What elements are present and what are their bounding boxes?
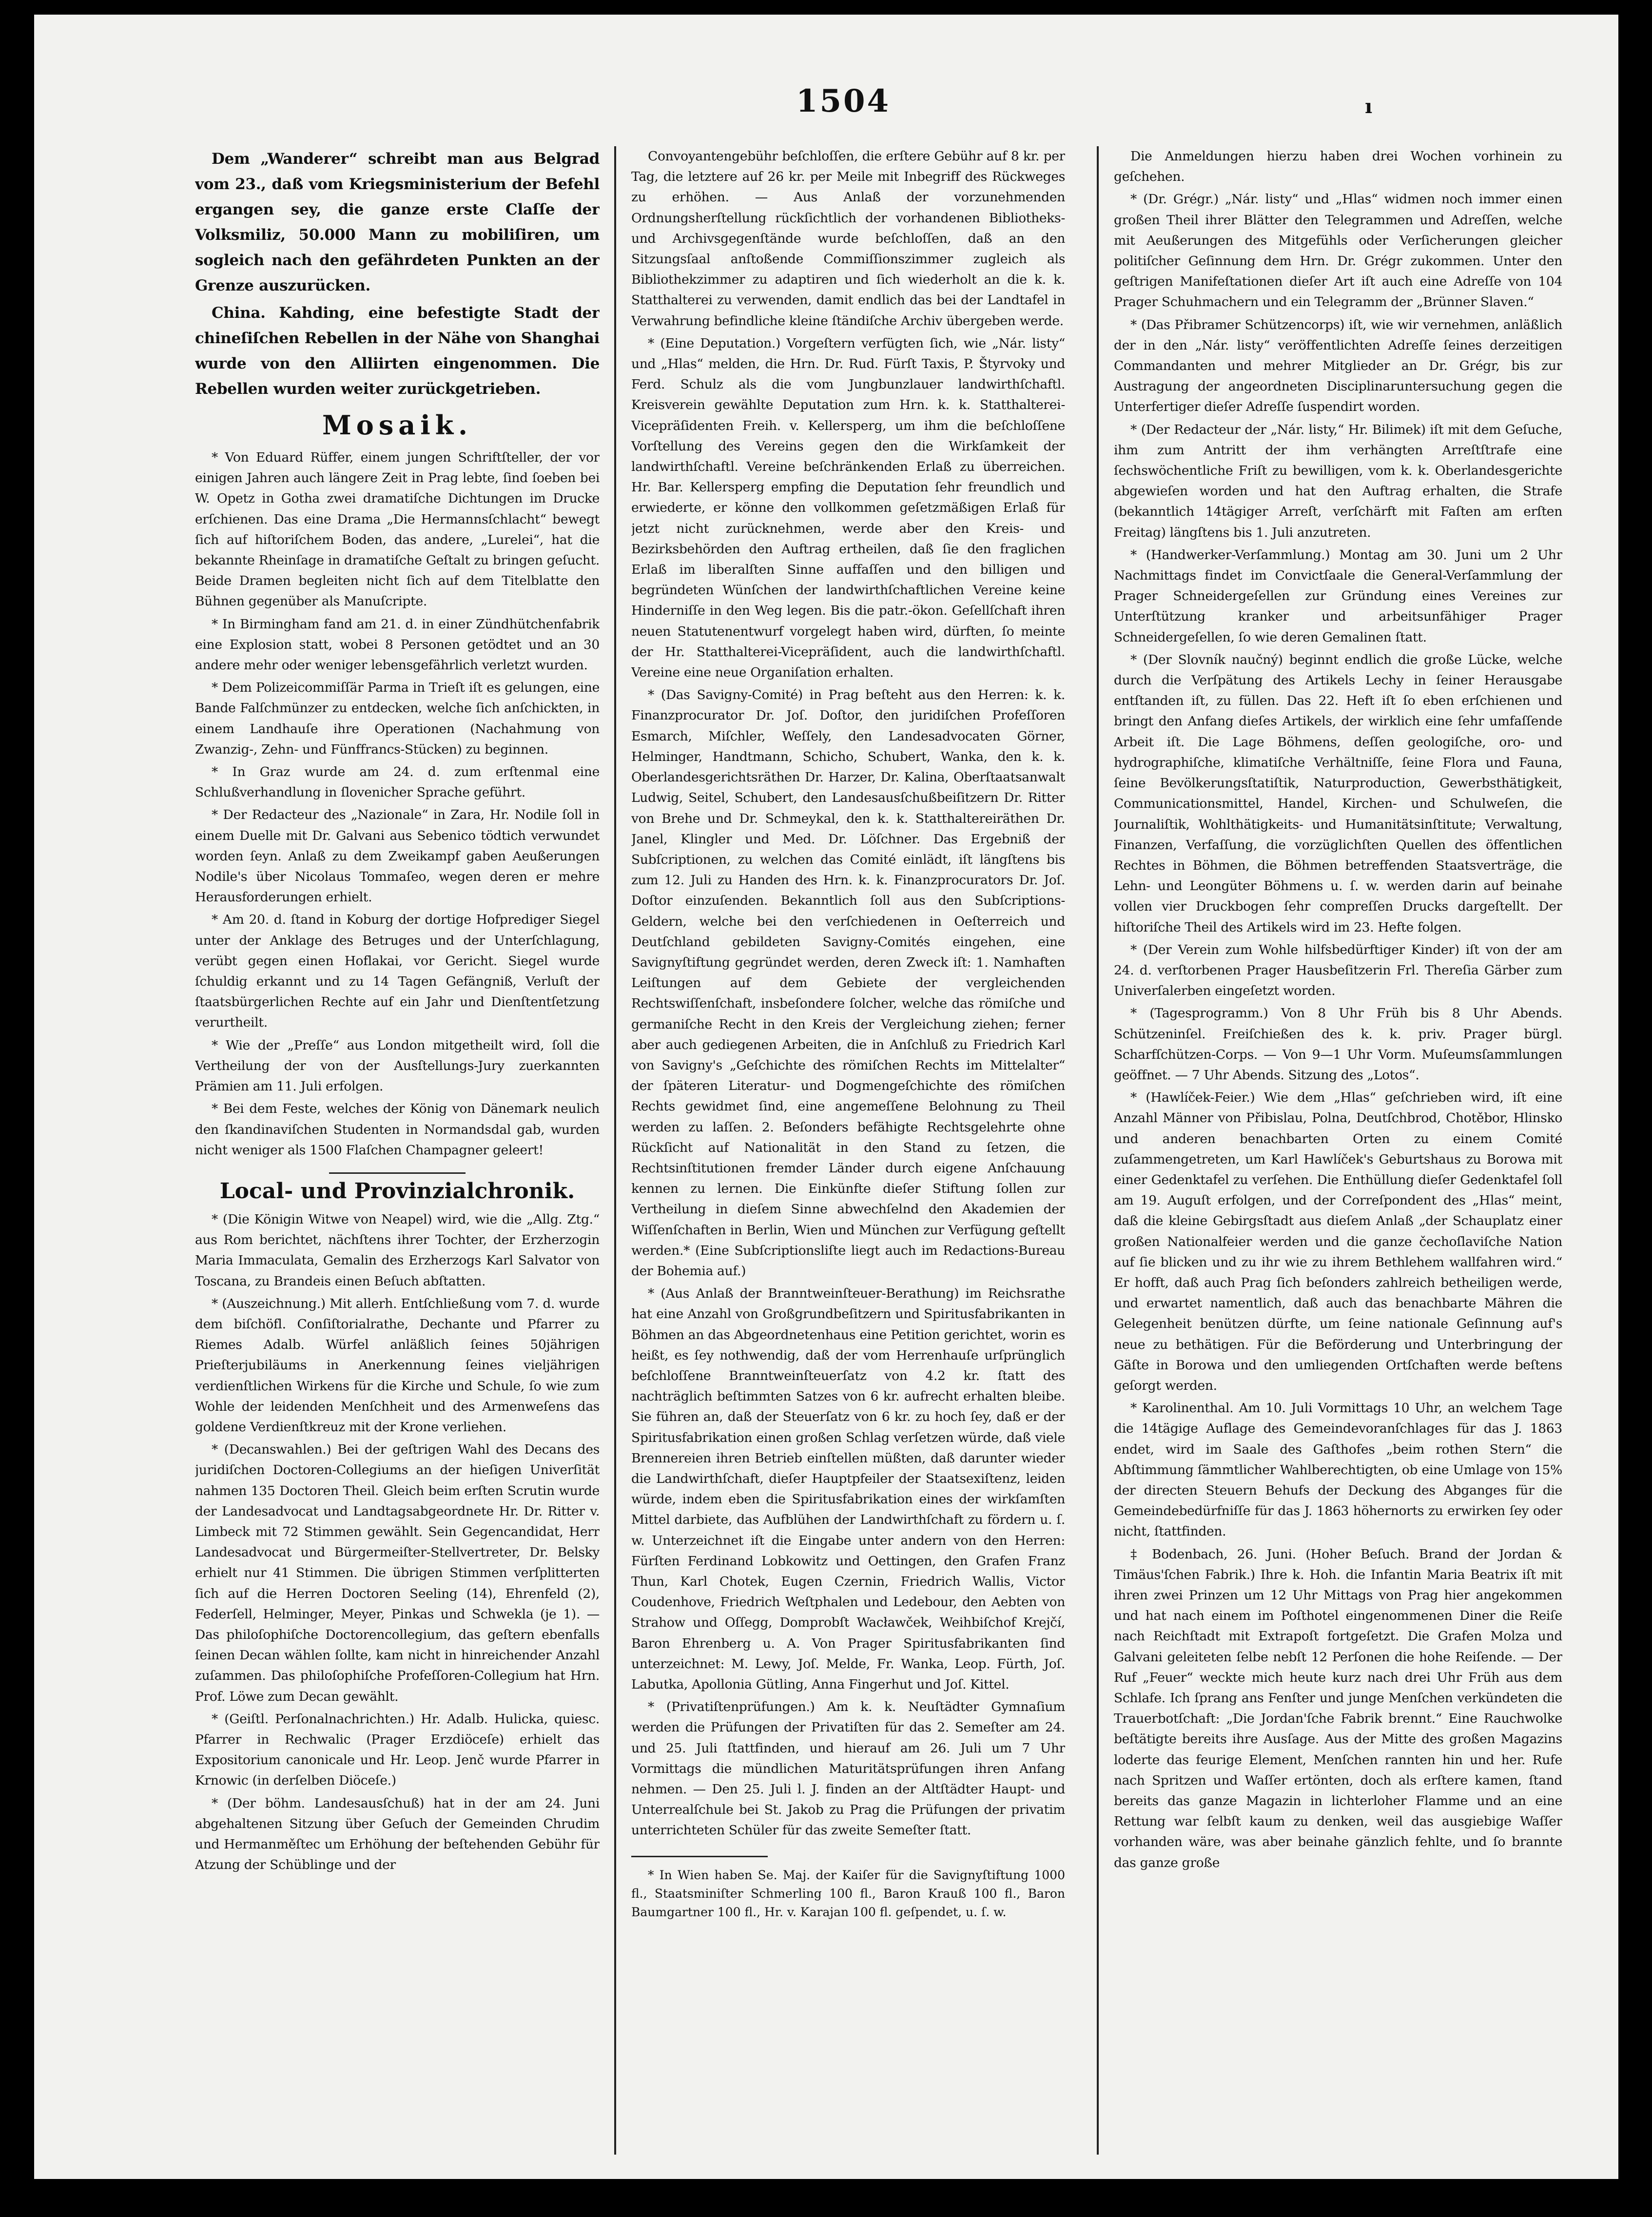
column-2 [631,146,1065,2155]
article-paragraph: * (Decanswahlen.) Bei der geſtrigen Wahl des Decans des juridiſchen Doctoren-Collegiums an der hieſigen Univerſität nahmen 135 Doctoren Theil. Gleich beim erſten Scrutin wurde der Landesadvocat und Landtagsabgeordnete Hr. Dr. Ritter v. Limbeck mit 72 Stimmen gewählt. Sein Gegencandidat, Herr Landesadvocat und Bürgermeiſter-Stellvertreter, Dr. Belsky erhielt nur 41 Stimmen. Die übrigen Stimmen verſplitterten ſich auf die Herren Doctoren Seeling (14), Ehrenfeld (2), Federſell, Helminger, Meyer, Pinkas und Schwekla (je 1). — Das philoſophiſche Doctorencollegium, das geſtern ebenfalls ſeinen Decan wählen ſollte, kam nicht in hinreichender Anzahl zuſammen. Das philoſophiſche Profeſſoren-Collegium hat Hrn. Prof. Löwe zum Decan gewählt. [195,1442,600,1704]
column-1 [195,146,600,2155]
article-paragraph: * (Das Přibramer Schützencorps) iſt, wie wir vernehmen, anläßlich der in den „Nár. listy“ veröffentlichten Adreſſe ſeines derzeitigen Commandanten und mehrer Mitglieder an Dr. Grégr, bis zur Austragung der angeordneten Disciplinaruntersuchung gegen die Unterfertiger dieſer Adreſſe ſuspendirt worden. [1114,317,1562,415]
article-paragraph: * (Hawlíček-Feier.) Wie dem „Hlas“ geſchrieben wird, iſt eine Anzahl Männer von Přibislau, Polna, Deutſchbrod, Chotěbor, Hlinsko und anderen benachbarten Orten zu einem Comité zuſammengetreten, um Karl Hawlíček's Geburtshaus zu Borowa mit einer Gedenktafel zu verſehen. Die Enthüllung dieſer Gedenktafel ſoll am 19. Auguſt erfolgen, und der Correſpondent des „Hlas“ meint, daß die kleine Gebirgsſtadt aus dieſem Anlaß „der Schauplatz einer großen Nationalfeier werden und die ganze čechoſlaviſche Nation auf ſie blicken und zu ihr wie zu ihrem Bethlehem wallfahren wird.“ Er hofft, daß auch Prag ſich beſonders zahlreich betheiligen werde, und erwartet namentlich, daß auch das benachbarte Mähren die Gelegenheit benützen dürfte, um ſeine nationale Geſinnung auf's neue zu bethätigen. Für die Beförderung und Unterbringung der Gäſte in Borowa und den umliegenden Ortſchaften werde beſtens geſorgt werden. [1114,1090,1562,1393]
article-paragraph: * Dem Polizeicommiſſär Parma in Trieſt iſt es gelungen, eine Bande Falſchmünzer zu entdecken, welche ſich anſchickten, in einem Landhauſe ihre Operationen (Nachahmung von Zwanzig-, Zehn- und Fünffrancs-Stücken) zu beginnen. [195,680,600,757]
section-heading-local-chronicle: Local- und Provinzialchronik. [219,1178,575,1204]
article-paragraph: ‡ Bodenbach, 26. Juni. (Hoher Beſuch. Brand der Jordan & Timäus'ſchen Fabrik.) Ihre k. Hoh. die Infantin Maria Beatrix iſt mit ihren zwei Prinzen um 12 Uhr Mittags von Prag hier angekommen und hat nach einem im Poſthotel eingenommenen Diner die Reiſe nach Reichſtadt mit Extrapoſt fortgeſetzt. Die Grafen Molza und Galvani geleiteten ſelbe nebſt 12 Perſonen die hohe Reiſende. — Der Ruf „Feuer“ weckte mich heute kurz nach drei Uhr Früh aus dem Schlafe. Ich ſprang ans Fenſter und junge Menſchen verkündeten die Trauerbotſchaft: „Die Jordan'ſche Fabrik brennt.“ Eine Rauchwolke beſtätigte bereits ihre Ausſage. Aus der Mitte des großen Magazins loderte das feurige Element, Menſchen rannten hin und her. Rufe nach Spritzen und Waſſer ertönten, doch als erſtere kamen, ſtand bereits das ganze Magazin in lichterloher Flamme und an eine Rettung war ſelbſt kaum zu denken, weil das ausgiebige Waſſer vorhanden wäre, was aber beinahe gänzlich fehlte, und ſo brannte das ganze große [1114,1546,1562,1870]
article-paragraph: * (Die Königin Witwe von Neapel) wird, wie die „Allg. Ztg.“ aus Rom berichtet, nächſtens ihrer Tochter, der Erzherzogin Maria Immaculata, Gemalin des Erzherzogs Karl Salvator von Toscana, zu Brandeis einen Beſuch abſtatten. [195,1211,600,1289]
page-number: 1504 [796,83,891,119]
article-paragraph: * (Der Slovník naučný) beginnt endlich die große Lücke, welche durch die Verſpätung des Artikels Lechy in ſeiner Herausgabe entſtanden iſt, zu füllen. Das 22. Heft iſt ſo eben erſchienen und bringt den Anfang dieſes Artikels, der wirklich eine ſehr umfaſſende Arbeit iſt. Die Lage Böhmens, deſſen geologiſche, oro- und hydrographiſche, klimatiſche Verhältniſſe, ſeine Flora und Fauna, ſeine Bevölkerungsſtatiſtik, Naturproduction, Gewerbsthätigkeit, Communicationsmittel, Handel, Kirchen- und Schulweſen, die Journaliſtik, Wohlthätigkeits- und Humanitätsinſtitute; Verwaltung, Finanzen, Verfaſſung, die vorzüglichſten Quellen des öffentlichen Rechtes in Böhmen, die Böhmen betreffenden Staatsverträge, die Lehn- und Leongüter Böhmens u. ſ. w. werden darin auf beinahe vollen vier Druckbogen ſehr compreſſen Drucks dargeſtellt. Der hiſtoriſche Theil des Artikels wird im 23. Hefte folgen. [1114,652,1562,935]
page-mark: ı [1365,95,1373,118]
article-paragraph: * Der Redacteur des „Nazionale“ in Zara, Hr. Nodile ſoll in einem Duelle mit Dr. Galvani aus Sebenico tödtich verwundet worden ſeyn. Anlaß zu dem Zweikampf gaben Aeußerungen Nodile's über Nicolaus Tommaſeo, wegen deren er mehre Herausforderungen erhielt. [195,807,600,905]
article-paragraph: * (Privatiſtenprüfungen.) Am k. k. Neuſtädter Gymnaſium werden die Prüfungen der Privatiſten für das 2. Semeſter am 24. und 25. Juli ſtattfinden, und hierauf am 26. Juli um 7 Uhr Vormittags die mündlichen Maturitätsprüfungen ihren Anfang nehmen. — Den 25. Juli l. J. finden an der Altſtädter Haupt- und Unterrealſchule bei St. Jakob zu Prag die Prüfungen der privatim unterrichteten Schüler für das zweite Semeſter ſtatt. [631,1699,1065,1838]
column-divider [1097,146,1099,2155]
article-paragraph: * (Tagesprogramm.) Von 8 Uhr Früh bis 8 Uhr Abends. Schützeninſel. Freiſchießen des k. k. priv. Prager bürgl. Scharfſchützen-Corps. — Von 9—1 Uhr Vorm. Muſeumsſammlungen geöffnet. — 7 Uhr Abends. Sitzung des „Lotos“. [1114,1006,1562,1083]
article-paragraph: * (Aus Anlaß der Branntweinſteuer-Berathung) im Reichsrathe hat eine Anzahl von Großgrundbeſitzern und Spiritusfabrikanten in Böhmen an das Abgeordnetenhaus eine Petition gerichtet, worin es heißt, es ſey nothwendig, daß der vom Herrenhauſe urſprünglich beſchloſſene Branntweinſteuerſatz von 4.2 kr. ſtatt des nachträglich beſtimmten Satzes von 6 kr. aufrecht erhalten bleibe. Sie führen an, daß der Steuerſatz von 6 kr. zu hoch ſey, daß er der Spiritusfabrikation einen großen Schlag verſetzen würde, daß viele Brennereien ihren Betrieb einſtellen müßten, daß darunter wieder die Landwirthſchaft, dieſer Hauptpfeiler der Staatsexiſtenz, leiden würde, indem eben die Spiritusfabrikation eines der wirkſamſten Mittel darbiete, das Aufblühen der Landwirthſchaft zu fördern u. ſ. w. Unterzeichnet iſt die Eingabe unter andern von den Herren: Fürſten Ferdinand Lobkowitz und Oettingen, den Grafen Franz Thun, Karl Chotek, Eugen Czernin, Friedrich Wallis, Victor Coudenhove, Friedrich Weſtphalen und Ledebour, den Aebten von Strahow und Oſſegg, Domprobſt Wacławček, Weihbiſchof Krejčí, Baron Ehrenberg u. A. Von Prager Spiritusfabrikanten ſind unterzeichnet: M. Lewy, Joſ. Melde, Fr. Wanka, Leop. Fürth, Joſ. Labutka, Apollonia Gütling, Anna Fingerhut und Joſ. Kittel. [631,1286,1065,1692]
article-paragraph: * In Birmingham fand am 21. d. in einer Zündhütchenfabrik eine Explosion statt, wobei 8 Personen getödtet und an 30 andere mehr oder weniger lebensgefährlich verletzt wurden. [195,616,600,673]
column-3 [1114,146,1562,2155]
article-paragraph: * (Das Savigny-Comité) in Prag beſteht aus den Herren: k. k. Finanzprocurator Dr. Joſ. Doſtor, den juridiſchen Profeſſoren Esmarch, Miſchler, Weſſely, den Landesadvocaten Görner, Helminger, Handtmann, Schicho, Schubert, Wanka, den k. k. Oberlandesgerichtsräthen Dr. Harzer, Dr. Kalina, Oberſtaatsanwalt Ludwig, Seitel, Schubert, den Landesausſchußbeiſitzern Dr. Ritter von Brehe und Dr. Schmeykal, den k. k. Statthaltereiräthen Dr. Janel, Klingler und Med. Dr. Löſchner. Das Ergebniß der Subſcriptionen, zu welchen das Comité einlädt, iſt längſtens bis zum 12. Juli zu Handen des Hrn. k. k. Finanzprocurators Dr. Joſ. Doſtor einzuſenden. Bekanntlich ſoll aus den Subſcriptions-Geldern, welche bei den verſchiedenen in Oeſterreich und Deutſchland gebildeten Savigny-Comités eingehen, eine Savignyſtiftung gegründet werden, deren Zweck iſt: 1. Namhaften Leiſtungen auf dem Gebiete der vergleichenden Rechtswiſſenſchaft, insbeſondere ſolcher, welche das römiſche und germaniſche Recht in den Kreis der Vergleichung ziehen; ferner aber auch gediegenen Arbeiten, die in Anſchluß zu Friedrich Karl von Savigny's „Geſchichte des römiſchen Rechts im Mittelalter“ der ſpäteren Literatur- und Dogmengeſchichte des römiſchen Rechts gewidmet ſind, eine angemeſſene Belohnung zu Theil werden zu laſſen. 2. Beſonders befähigte Rechtsgelehrte ohne Rückſicht auf Nationalität in den Stand zu ſetzen, die Rechtsinſtitutionen fremder Länder durch eigene Anſchauung kennen zu lernen. Die Einkünfte dieſer Stiftung ſollen zur Vertheilung in dieſem Sinne abwechſelnd den Akademien der Wiſſenſchaften in Berlin, Wien und München zur Verfügung geſtellt werden.* (Eine Subſcriptionsliſte liegt auch im Redactions-Bureau der Bohemia auf.) [631,687,1065,1279]
article-paragraph: * (Auszeichnung.) Mit allerh. Entſchließung vom 7. d. wurde dem biſchöfl. Conſiſtorialrathe, Dechante und Pfarrer zu Riemes Adalb. Würfel anläßlich ſeines 50jährigen Prieſterjubiläums in Anerkennung ſeines vieljährigen verdienſtlichen Wirkens für die Kirche und Schule, ſo wie zum Wohle der leidenden Menſchheit und des Armenweſens das goldene Verdienſtkreuz mit der Krone verliehen. [195,1296,600,1435]
article-paragraph: * (Der Redacteur der „Nár. listy,“ Hr. Bilimek) iſt mit dem Geſuche, ihm zum Antritt der ihm verhängten Arreſtſtrafe eine ſechswöchentliche Friſt zu bewilligen, vom k. k. Oberlandesgerichte abgewieſen worden und hat den Auftrag erhalten, die Strafe (bekanntlich 14tägiger Arreſt, verſchärft mit Faſten am erſten Freitag) längſtens bis 1. Juli anzutreten. [1114,422,1562,540]
article-paragraph: China. Kahding, eine befestigte Stadt der chineſiſchen Rebellen in der Nähe von Shanghai wurde von den Alliirten eingenommen. Die Rebellen wurden weiter zurückgetrieben. [195,304,600,398]
article-paragraph: Die Anmeldungen hierzu haben drei Wochen vorhinein zu geſchehen. [1114,149,1562,185]
article-paragraph: Convoyantengebühr beſchloſſen, die erſtere Gebühr auf 8 kr. per Tag, die letztere auf 26 kr. per Meile mit Inbegriff des Rückweges zu erhöhen. — Aus Anlaß der vorzunehmenden Ordnungsherſtellung rückſichtlich der vorhandenen Bibliotheks- und Archivsgegenſtände wurde beſchloſſen, daß an den Sitzungsſaal anſtoßende Commiſſionszimmer zugleich als Bibliothekzimmer zu adaptiren und ſich wiederholt an die k. k. Statthalterei zu verwenden, damit endlich das bei der Landtafel in Verwahrung befindliche kleine ſtändiſche Archiv übergeben werde. [631,149,1065,329]
article-paragraph: * (Handwerker-Verſammlung.) Montag am 30. Juni um 2 Uhr Nachmittags findet im Convictſaale die General-Verſammlung der Prager Schneidergeſellen zur Gründung eines Vereines zur Unterſtützung kranker und arbeitsunfähiger Prager Schneidergeſellen, ſo wie deren Gemalinen ſtatt. [1114,547,1562,645]
article-paragraph: Dem „Wanderer“ schreibt man aus Belgrad vom 23., daß vom Kriegsministerium der Befehl ergangen sey, die ganze erste Claſſe der Volksmiliz, 50.000 Mann zu mobiliſiren, um sogleich nach den gefährdeten Punkten an der Grenze auszurücken. [195,150,600,294]
article-paragraph: * Am 20. d. ſtand in Koburg der dortige Hofprediger Siegel unter der Anklage des Betruges und der Unterſchlagung, verübt gegen einen Hoflakai, vor Gericht. Siegel wurde ſchuldig erkannt und zu 14 Tagen Gefängniß, Verluſt der ſtaatsbürgerlichen Rechte auf ein Jahr und Dienſtentſetzung verurtheilt. [195,912,600,1031]
article-paragraph: * Bei dem Feste, welches der König von Dänemark neulich den ſkandinaviſchen Studenten in Normandsdal gab, wurden nicht weniger als 1500 Flaſchen Champagner geleert! [195,1101,600,1158]
article-paragraph: * (Der Verein zum Wohle hilfsbedürftiger Kinder) iſt von der am 24. d. verſtorbenen Prager Hausbeſitzerin Frl. Thereſia Gärber zum Univerſalerben eingeſetzt worden. [1114,942,1562,999]
article-paragraph: * Wie der „Preſſe“ aus London mitgetheilt wird, ſoll die Vertheilung der von der Ausſtellungs-Jury zuerkannten Prämien am 11. Juli erfolgen. [195,1037,600,1094]
footnote: * In Wien haben Se. Maj. der Kaiſer für die Savignyſtiftung 1000 fl., Staatsminiſter Schmerling 100 fl., Baron Krauß 100 fl., Baron Baumgartner 100 fl., Hr. v. Karajan 100 fl. geſpendet, u. ſ. w. [631,1867,1065,1919]
article-paragraph: * Karolinenthal. Am 10. Juli Vormittags 10 Uhr, an welchem Tage die 14tägige Auflage des Gemeindevoranſchlages für das J. 1863 endet, wird im Saale des Gaſthofes „beim rothen Stern“ die Abſtimmung ſämmtlicher Wahlberechtigten, ob eine Umlage von 15% der directen Steuern Behufs der Deckung des Abganges für die Gemeindebedürfniſſe für das J. 1863 höhernorts zu erwirken ſey oder nicht, ſtattfinden. [1114,1400,1562,1539]
article-paragraph: * (Dr. Grégr.) „Nár. listy“ und „Hlas“ widmen noch immer einen großen Theil ihrer Blätter den Telegrammen und Adreſſen, welche mit Aeußerungen des Mitgefühls oder Verſicherungen gleicher politiſcher Geſinnung dem Hrn. Dr. Grégr zukommen. Unter den geſtrigen Manifeſtationen dieſer Art iſt auch eine Adreſſe von 104 Prager Schuhmachern und ein Telegramm der „Brünner Slaven.“ [1114,192,1562,310]
article-paragraph: * (Geiſtl. Perſonalnachrichten.) Hr. Adalb. Hulicka, quiesc. Pfarrer in Rechwalic (Prager Erzdiöceſe) erhielt das Expositorium canonicale und Hr. Leop. Jenč wurde Pfarrer in Krnowic (in derſelben Diöceſe.) [195,1711,600,1789]
newspaper-page [34,15,1618,2179]
article-paragraph: * Von Eduard Rüffer, einem jungen Schriftſteller, der vor einigen Jahren auch längere Zeit in Prag lebte, ſind ſoeben bei W. Opetz in Gotha zwei dramatiſche Dichtungen im Drucke erſchienen. Das eine Drama „Die Hermannsſchlacht“ bewegt ſich auf hiſtoriſchem Boden, das andere, „Lurelei“, hat die bekannte Rheinſage in dramatiſche Geſtalt zu bringen geſucht. Beide Dramen begleiten nicht ſich auf dem Titelblatte den Bühnen gegenüber als Manuſcripte. [195,450,600,609]
column-divider [614,146,616,2155]
article-paragraph: * In Graz wurde am 24. d. zum erſtenmal eine Schlußverhandlung in ſlovenicher Sprache geführt. [195,764,600,800]
section-divider [329,1172,466,1174]
footnote-divider [631,1856,768,1857]
article-paragraph: * (Eine Deputation.) Vorgeſtern verfügten ſich, wie „Nár. listy“ und „Hlas“ melden, die Hrn. Dr. Rud. Fürſt Taxis, P. Štyrvoky und Ferd. Schulz als die vom Jungbunzlauer landwirthſchaftl. Kreisverein gewählte Deputation zum Hrn. k. k. Statthalterei-Vicepräſidenten Freih. v. Kellersperg, um ihm die beſchloſſene Vorſtellung des Vereins gegen den die Wirkſamkeit der landwirthſchaftl. Vereine beſchränkenden Erlaß zu überreichen. Hr. Bar. Kellersperg empfing die Deputation ſehr freundlich und erwiederte, er könne den vollkommen geſetzmäßigen Erlaß für jetzt nicht zurücknehmen, werde aber den Kreis- und Bezirksbehörden den Auftrag ertheilen, daß ſie den fraglichen Erlaß im liberalſten Sinne auffaſſen und den billigen und begründeten Wünſchen der landwirthſchaftlichen Vereine keine Hinderniſſe in den Weg legen. Bis die patr.-ökon. Geſellſchaft ihren neuen Statutenentwurf vorgelegt haben wird, dürften, ſo meinte der Hr. Statthalterei-Vicepräſident, auch die landwirthſchaftl. Vereine eine neue Organiſation erhalten. [631,335,1065,681]
article-paragraph: * (Der böhm. Landesausſchuß) hat in der am 24. Juni abgehaltenen Sitzung über Geſuch der Gemeinden Chrudim und Hermanměſtec um Erhöhung der beſtehenden Gebühr für Atzung der Schüblinge und der [195,1795,600,1873]
section-heading-mosaik: Mosaik. [322,409,472,441]
